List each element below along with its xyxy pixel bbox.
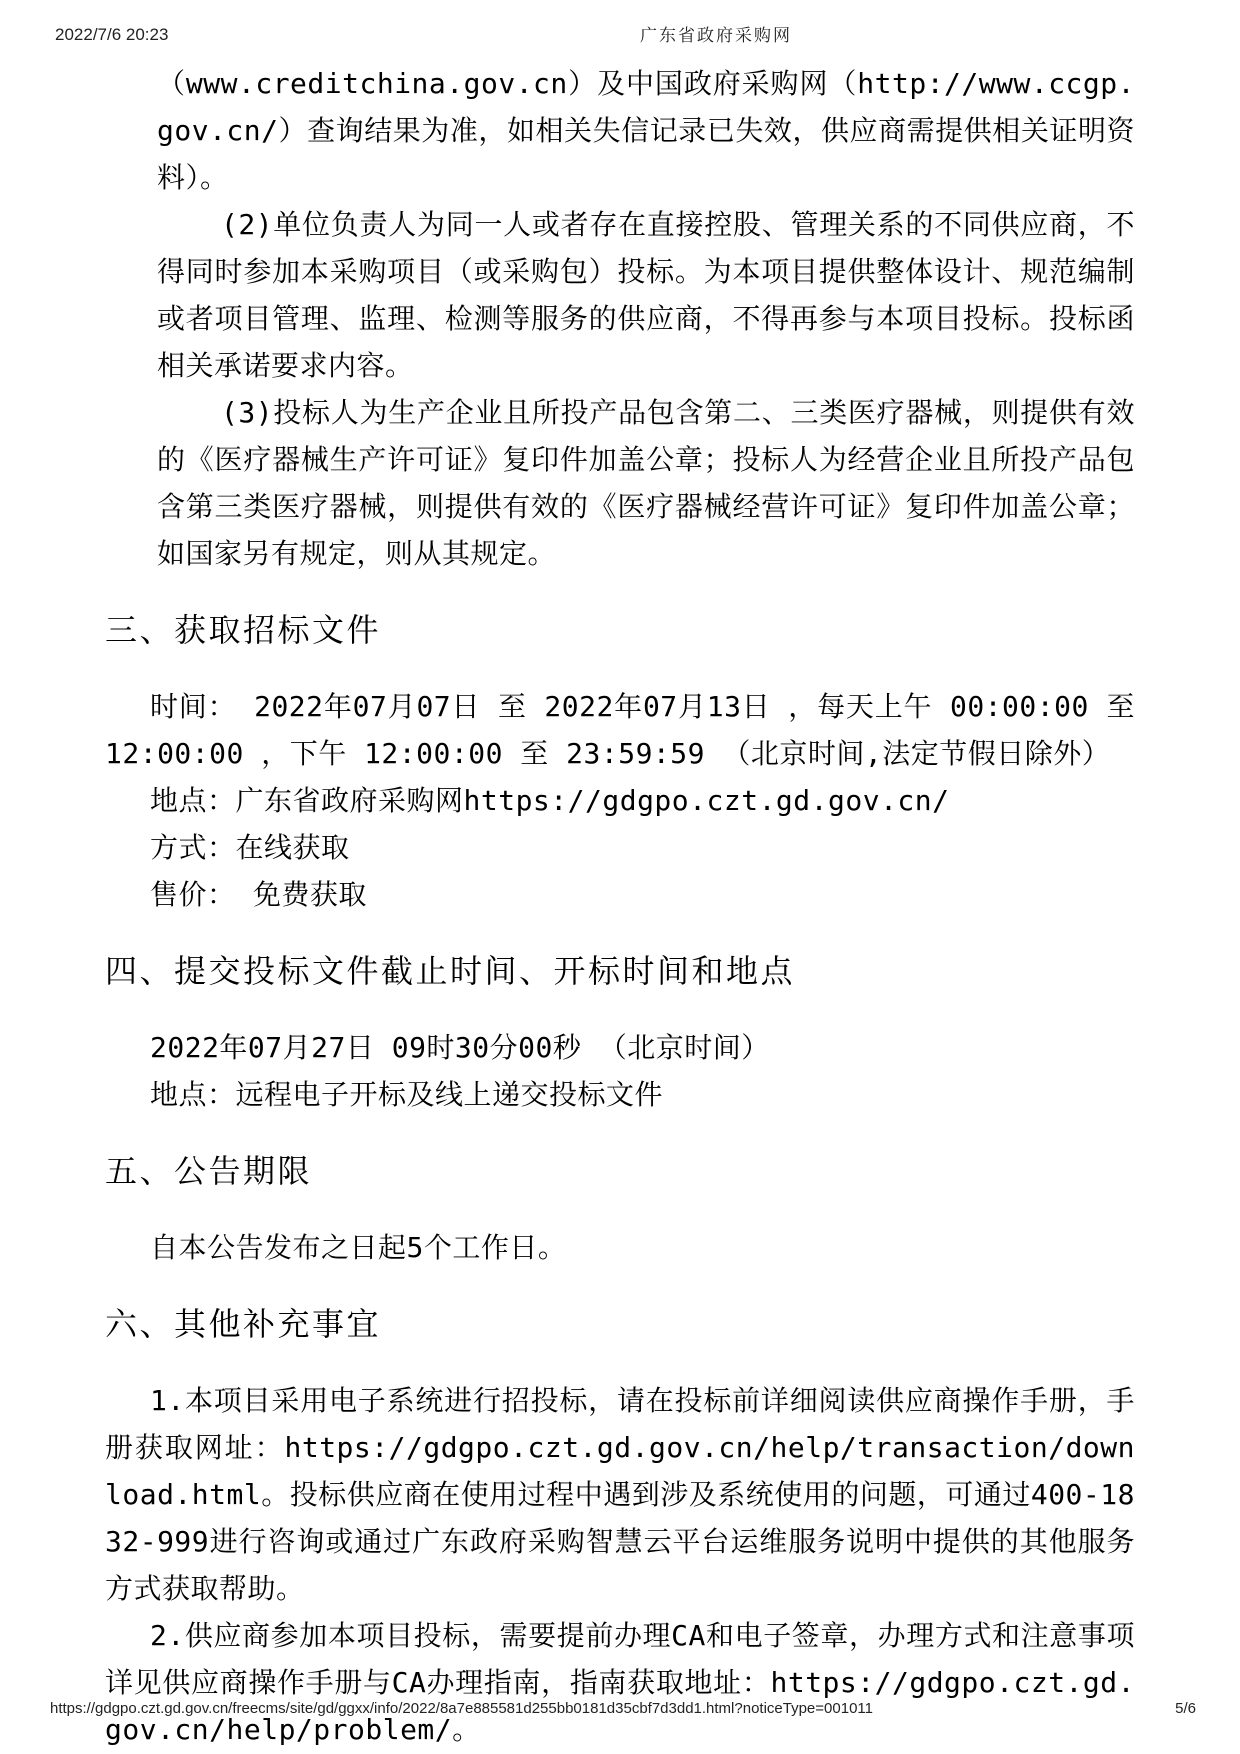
intro-paragraphs [157, 60, 1135, 577]
line-obtain-place: 地点：广东省政府采购网https://gdgpo.czt.gd.gov.cn/ [150, 784, 950, 817]
section-heading-announcement-period: 五、公告期限 [105, 1153, 313, 1189]
notice-sections [105, 607, 1135, 1753]
print-datetime: 2022/7/6 20:23 [55, 25, 169, 44]
line-other-matter-1: 1.本项目采用电子系统进行招投标，请在投标前详细阅读供应商操作手册，手册获取网址：https://gdgpo.czt.gd.gov.cn/help/transaction/download.html。投标供应商在使用过程中遇到涉及系统使用的问题，可通过400-1832-999进行咨询或通过广东政府采购智慧云平台运维服务说明中提供的其他服务方式获取帮助。 [105, 1384, 1135, 1605]
section-heading-deadline-opening: 四、提交投标文件截止时间、开标时间和地点 [105, 953, 796, 989]
line-deadline-datetime: 2022年07月27日 09时30分00秒 （北京时间） [150, 1031, 770, 1064]
line-announcement-period: 自本公告发布之日起5个工作日。 [150, 1231, 567, 1264]
section-heading-other-matters: 六、其他补充事宜 [105, 1306, 382, 1342]
notice-body [0, 60, 1240, 1753]
paragraph-item-2: (2)单位负责人为同一人或者存在直接控股、管理关系的不同供应商，不得同时参加本采购项目（或采购包）投标。为本项目提供整体设计、规范编制或者项目管理、监理、检测等服务的供应商，不得再参与本项目投标。投标函相关承诺要求内容。 [157, 208, 1135, 382]
line-obtain-price: 售价： 免费获取 [150, 878, 367, 911]
section-heading-obtain-bid-documents: 三、获取招标文件 [105, 612, 382, 648]
line-opening-place: 地点：远程电子开标及线上递交投标文件 [150, 1078, 664, 1111]
site-title: 广东省政府采购网 [640, 26, 792, 45]
line-obtain-time: 时间： 2022年07月07日 至 2022年07月13日 ，每天上午 00:00:00 至 12:00:00 ，下午 12:00:00 至 23:59:59 （北京时间,法定节假日除外） [105, 690, 1135, 770]
paragraph-item-3: (3)投标人为生产企业且所投产品包含第二、三类医疗器械，则提供有效的《医疗器械生产许可证》复印件加盖公章；投标人为经营企业且所投产品包含第三类医疗器械，则提供有效的《医疗器械经营许可证》复印件加盖公章；如国家另有规定，则从其规定。 [157, 396, 1135, 570]
line-obtain-method: 方式：在线获取 [150, 831, 350, 864]
page-number: 5/6 [1175, 1700, 1196, 1717]
source-url: https://gdgpo.czt.gd.gov.cn/freecms/site/gd/ggxx/info/2022/8a7e885581d255bb0181d35cbf7d3dd1.html?noticeType=001011 [50, 1700, 873, 1717]
line-other-matter-2: 2.供应商参加本项目投标，需要提前办理CA和电子签章，办理方式和注意事项详见供应商操作手册与CA办理指南，指南获取地址：https://gdgpo.czt.gd.gov.cn/help/problem/。 [105, 1619, 1135, 1746]
paragraph-credit-check: （www.creditchina.gov.cn）及中国政府采购网（http://www.ccgp.gov.cn/）查询结果为准，如相关失信记录已失效，供应商需提供相关证明资料）。 [157, 67, 1135, 194]
